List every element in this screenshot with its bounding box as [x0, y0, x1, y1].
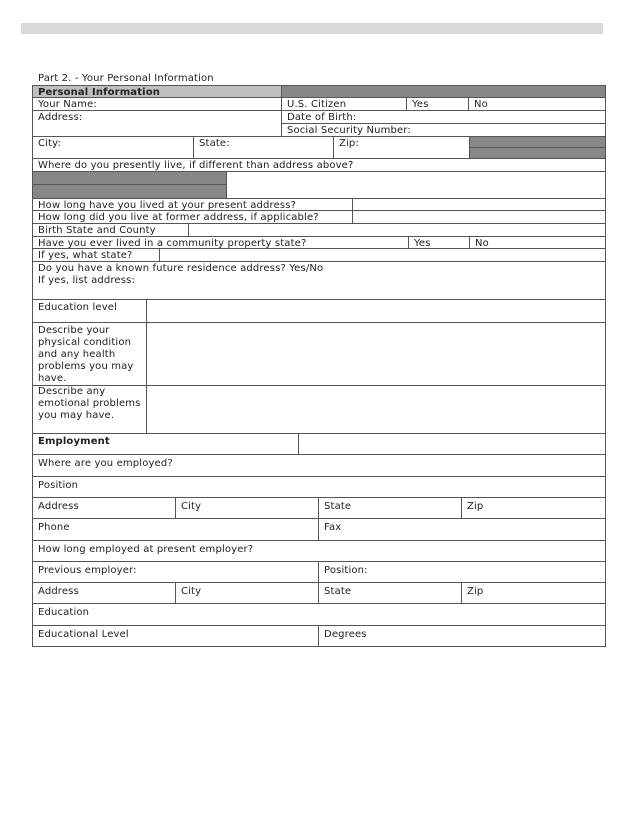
how-long-employed-field[interactable]: How long employed at present employer?	[32, 540, 605, 561]
educational-level-field[interactable]: Educational Level	[32, 625, 318, 646]
birth-state-county-input[interactable]	[188, 223, 605, 236]
where-employed-field[interactable]: Where are you employed?	[32, 454, 605, 476]
shaded-cell	[32, 184, 226, 198]
shaded-cell	[32, 171, 226, 184]
if-yes-address-label: If yes, list address:	[38, 275, 135, 286]
present-residence-question: Where do you presently live, if different than address above?	[32, 158, 605, 171]
previous-address-field[interactable]: Address	[32, 582, 175, 603]
emotional-problems-input[interactable]	[146, 385, 605, 433]
address-field[interactable]: Address:	[32, 110, 281, 136]
previous-position-field[interactable]: Position:	[318, 561, 605, 582]
degrees-field[interactable]: Degrees	[318, 625, 605, 646]
present-residence-answer[interactable]	[226, 171, 605, 198]
education-level-label: Education level	[32, 299, 146, 322]
city-field[interactable]: City:	[32, 136, 193, 158]
employer-state-field[interactable]: State	[318, 497, 461, 518]
citizen-yes-option[interactable]: Yes	[406, 97, 468, 110]
date-of-birth-field[interactable]: Date of Birth:	[281, 110, 605, 123]
state-field[interactable]: State:	[193, 136, 333, 158]
employer-zip-field[interactable]: Zip	[461, 497, 605, 518]
your-name-field[interactable]: Your Name:	[32, 97, 281, 110]
physical-condition-input[interactable]	[146, 322, 605, 385]
heading-shaded-cell	[281, 85, 605, 97]
future-residence-question: Do you have a known future residence address? Yes/No	[38, 263, 324, 274]
community-yes-option[interactable]: Yes	[408, 236, 469, 248]
fax-field[interactable]: Fax	[318, 518, 605, 540]
emotional-problems-label: Describe any emotional problems you may have.	[32, 385, 146, 433]
position-field[interactable]: Position	[32, 476, 605, 497]
previous-zip-field[interactable]: Zip	[461, 582, 605, 603]
future-residence-block[interactable]	[32, 261, 605, 299]
physical-condition-label: Describe your physical condition and any health problems you may have.	[32, 322, 146, 385]
employment-heading: Employment	[32, 433, 298, 454]
education-field[interactable]: Education	[32, 603, 605, 625]
employer-city-field[interactable]: City	[175, 497, 318, 518]
how-long-present-input[interactable]	[352, 198, 605, 210]
shaded-cell	[469, 147, 605, 158]
shaded-cell	[469, 136, 605, 147]
phone-field[interactable]: Phone	[32, 518, 318, 540]
how-long-former-label: How long did you live at former address, if applicable?	[32, 210, 352, 223]
us-citizen-label: U.S. Citizen	[281, 97, 406, 110]
community-property-question: Have you ever lived in a community property state?	[32, 236, 408, 248]
previous-city-field[interactable]: City	[175, 582, 318, 603]
previous-employer-field[interactable]: Previous employer:	[32, 561, 318, 582]
education-level-input[interactable]	[146, 299, 605, 322]
community-no-option[interactable]: No	[469, 236, 605, 248]
ssn-field[interactable]: Social Security Number:	[281, 123, 605, 136]
how-long-former-input[interactable]	[352, 210, 605, 223]
citizen-no-option[interactable]: No	[468, 97, 605, 110]
personal-info-heading: Personal Information	[32, 85, 281, 97]
employer-address-field[interactable]: Address	[32, 497, 175, 518]
part-title: Part 2. - Your Personal Information	[38, 73, 214, 84]
top-banner	[21, 23, 603, 34]
how-long-present-label: How long have you lived at your present address?	[32, 198, 352, 210]
employment-heading-blank	[298, 433, 605, 454]
zip-field[interactable]: Zip:	[333, 136, 469, 158]
if-yes-state-input[interactable]	[159, 248, 605, 261]
previous-state-field[interactable]: State	[318, 582, 461, 603]
table-bottom-border	[32, 646, 606, 647]
birth-state-county-label: Birth State and County	[32, 223, 188, 236]
if-yes-state-label: If yes, what state?	[32, 248, 159, 261]
table-right-border	[605, 85, 606, 647]
